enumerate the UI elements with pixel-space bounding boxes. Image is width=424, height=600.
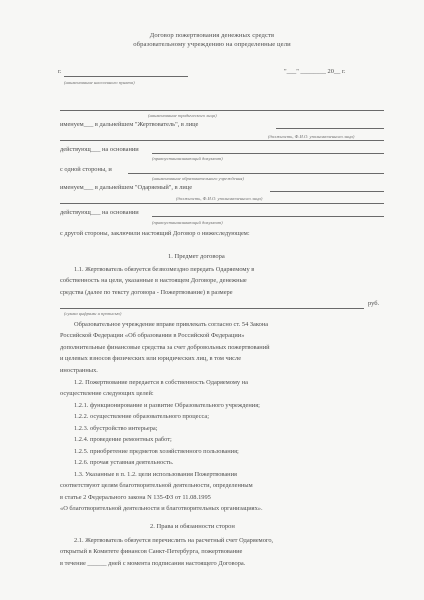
clause-2-1	[60, 535, 386, 569]
clause-1-1-line: средства (далее по тексту договора - Пожертвование) в размере	[60, 288, 233, 296]
clause-1-2-line: 1.2. Пожертвование передается в собственность Одаряемому на	[74, 379, 248, 386]
law-line: и целевых взносов физических или юридических лиц, в том числе	[60, 355, 242, 363]
clause-1-3-line: в статье 2 Федерального закона N 135-ФЗ от 11.08.1995	[60, 493, 211, 501]
acting-blank-1	[152, 153, 384, 154]
position-hint-2: (должность, Ф.И.О. уполномоченного лица)	[176, 196, 263, 201]
law-line: Российской Федерации «Об образовании в Российской Федерации»	[60, 332, 245, 340]
clause-2-1-line: открытый в Комитете финансов Санкт-Петербурга, пожертвование	[60, 548, 243, 556]
sum-hint: (сумма цифрами и прописью)	[64, 311, 122, 316]
donor-rep-blank-2	[60, 140, 384, 141]
second-side: с другой стороны, заключили настоящий Договор о нижеследующем:	[60, 230, 250, 237]
place-hint: (наименование населенного пункта)	[64, 80, 135, 85]
clause-1-1-line: 1.1. Жертвователь обязуется безвозмездно передать Одаряемому в	[74, 266, 255, 273]
recipient-rep-blank	[270, 191, 384, 192]
clause-2-1-line: в течение ______ дней с момента подписания настоящего Договора.	[60, 559, 246, 567]
section1-heading: 1. Предмет договора	[168, 253, 225, 260]
law-line: иностранных.	[60, 366, 98, 374]
recipient-line: именуем___ в дальнейшем "Одаряемый", в лице	[60, 184, 193, 191]
law-paragraph	[60, 319, 386, 376]
clause-1-3	[60, 469, 386, 515]
donor-line: именуем___ в дальнейшем "Жертвователь", в лице	[60, 121, 199, 128]
sum-blank	[60, 308, 364, 309]
org-blank	[60, 110, 384, 111]
clause-1-1	[60, 264, 386, 298]
acting-line-1: действующ___ на основании	[60, 146, 139, 153]
rub-label: руб.	[368, 300, 380, 307]
list-item: 1.2.1. функционирование и развитие Образовательного учреждения;	[74, 402, 260, 409]
org-hint: (наименование юридического лица)	[148, 113, 217, 118]
doc-hint-1: (правоустанавливающий документ)	[152, 156, 223, 161]
list-item: 1.2.6. прочая уставная деятельность.	[74, 459, 174, 467]
law-line: Образовательное учреждение вправе привлекать согласно ст. 54 Закона	[74, 321, 269, 328]
list-item: 1.2.4. проведение ремонтных работ;	[74, 436, 172, 444]
first-side: с одной стороны, и	[60, 166, 112, 173]
list-item: 1.2.5. приобретение предметов хозяйственного пользования;	[74, 447, 239, 455]
acting-line-2: действующ___ на основании	[60, 209, 139, 216]
list-item: 1.2.3. обустройство интерьера;	[74, 424, 158, 432]
city-blank	[64, 76, 188, 77]
clause-1-3-line: «О благотворительной деятельности и благотворительных организациях».	[60, 505, 263, 513]
acting-blank-2	[152, 216, 384, 217]
recipient-rep-blank-2	[60, 203, 384, 204]
recipient-blank	[128, 173, 384, 174]
clause-1-3-line: 1.3. Указанные в п. 1.2. цели использования Пожертвования	[74, 471, 237, 478]
document-subtitle: образовательному учреждению на определенные цели	[133, 41, 291, 48]
city-prefix: г.	[58, 68, 62, 75]
section2-heading: 2. Права и обязанности сторон	[150, 523, 235, 530]
clause-1-2-items	[74, 400, 386, 468]
clause-2-1-line: 2.1. Жертвователь обязуется перечислить на расчетный счет Одаряемого,	[74, 537, 274, 544]
date-field: "___" ________ 20__ г.	[284, 68, 346, 75]
law-line: дополнительные финансовые средства за счет добровольных пожертвований	[60, 343, 270, 351]
clause-1-2	[60, 377, 386, 400]
clause-1-2-line: осуществление следующих целей:	[60, 390, 154, 398]
clause-1-1-line: собственность на цели, указанные в настоящем Договоре, денежные	[60, 277, 247, 285]
recipient-hint: (наименование образовательного учреждения)	[152, 176, 244, 181]
list-item: 1.2.2. осуществление образовательного процесса;	[74, 413, 210, 421]
clause-1-3-line: соответствуют целям благотворительной деятельности, определенным	[60, 482, 253, 490]
document-title: Договор пожертвования денежных средств	[149, 32, 275, 39]
position-hint-1: (должность, Ф.И.О. уполномоченного лица)	[268, 134, 355, 139]
doc-hint-2: (правоустанавливающий документ)	[152, 220, 223, 225]
donor-rep-blank	[276, 128, 384, 129]
